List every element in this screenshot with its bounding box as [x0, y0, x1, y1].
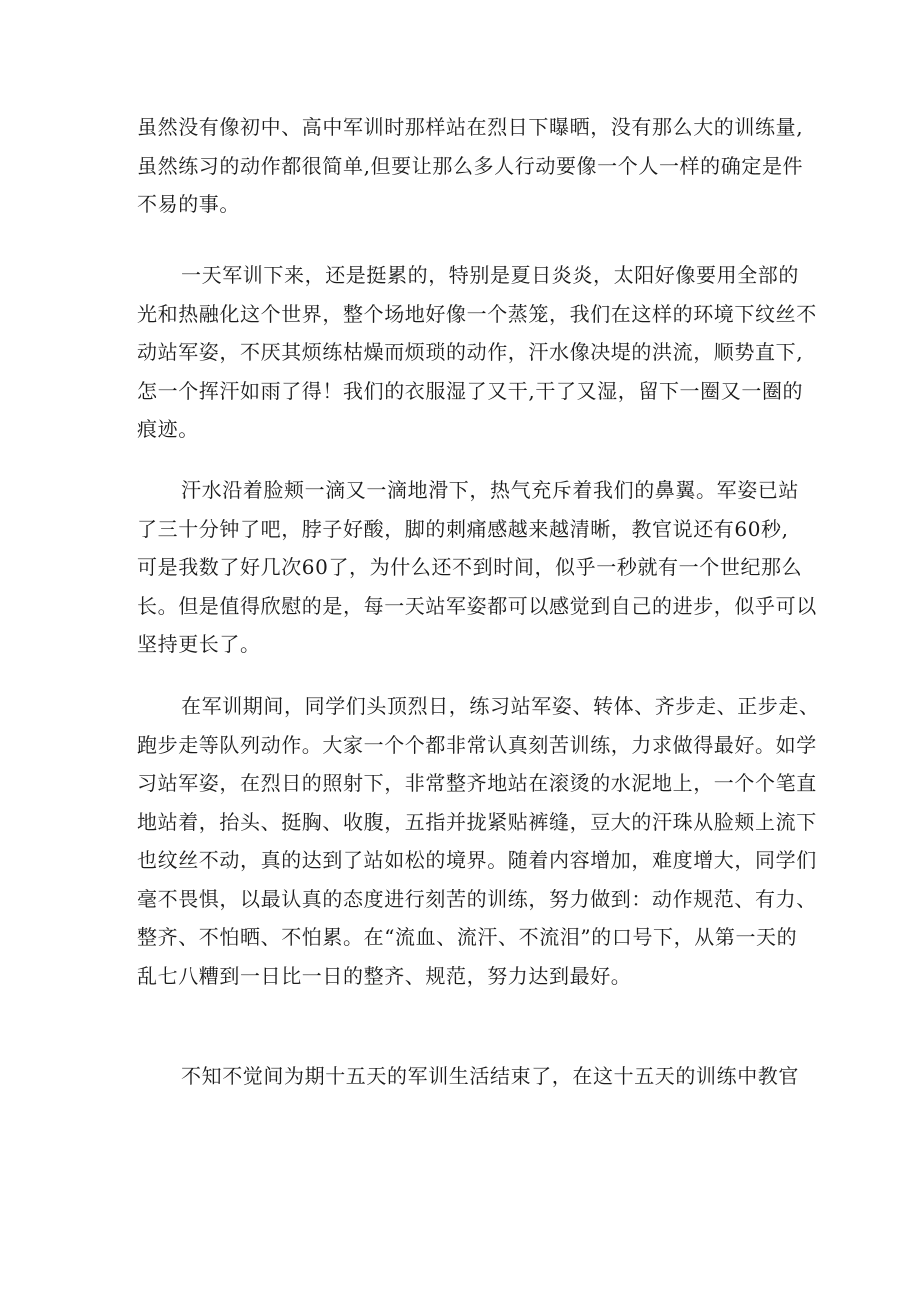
paragraph-line: 虽然练习的动作都很简单,但要让那么多人行动要像一个人一样的确定是件	[137, 153, 804, 178]
paragraph-line: 习站军姿，在烈日的照射下，非常整齐地站在滚烫的水泥地上，一个个笔直	[137, 771, 817, 795]
paragraph-line: 长。但是值得欣慰的是，每一天站军姿都可以感觉到自己的进步，似乎可以	[137, 593, 817, 618]
paragraph-line: 坚持更长了。	[137, 632, 261, 656]
paragraph-line: 地站着，抬头、挺胸、收腹，五指并拢紧贴裤缝，豆大的汗珠从脸颊上流下	[137, 809, 817, 834]
paragraph-line: 整齐、不怕晒、不怕累。在“流血、流汗、不流泪”的口号下，从第一天的	[137, 925, 798, 949]
paragraph-line: 一天军训下来，还是挺累的，特别是夏日炎炎，太阳好像要用全部的	[181, 263, 799, 287]
paragraph-line: 不易的事。	[137, 192, 240, 216]
paragraph-line: 汗水沿着脸颊一滴又一滴地滑下，热气充斥着我们的鼻翼。军姿已站	[181, 478, 799, 502]
paragraph-line: 怎一个挥汗如雨了得！我们的衣服湿了又干,干了又湿，留下一圈又一圈的	[137, 378, 804, 403]
paragraph-line: 也纹丝不动，真的达到了站如松的境界。随着内容增加，难度增大，同学们	[137, 848, 817, 872]
paragraph-line: 动站军姿，不厌其烦练枯燥而烦琐的动作，汗水像决堤的洪流，顺势直下,	[137, 340, 804, 364]
paragraph-line: 乱七八糟到一日比一日的整齐、规范，努力达到最好。	[137, 963, 632, 988]
paragraph-line: 痕迹。	[137, 417, 199, 441]
paragraph-line: 虽然没有像初中、高中军训时那样站在烈日下曝晒，没有那么大的训练量,	[137, 115, 804, 139]
paragraph-line: 可是我数了好几次60了，为什么还不到时间，似乎一秒就有一个世纪那么	[137, 555, 803, 579]
paragraph-line: 不知不觉间为期十五天的军训生活结束了，在这十五天的训练中教官	[181, 1064, 799, 1088]
paragraph-line: 光和热融化这个世界，整个场地好像一个蒸笼，我们在这样的环境下纹丝不	[137, 301, 817, 326]
paragraph-line: 在军训期间，同学们头顶烈日，练习站军姿、转体、齐步走、正步走、	[181, 694, 820, 718]
paragraph-line: 了三十分钟了吧，脖子好酸，脚的刺痛感越来越清晰，教官说还有60秒,	[137, 516, 789, 541]
paragraph-line: 毫不畏惧，以最认真的态度进行刻苦的训练，努力做到：动作规范、有力、	[137, 886, 817, 911]
paragraph-line: 跑步走等队列动作。大家一个个都非常认真刻苦训练，力求做得最好。如学	[137, 732, 817, 757]
